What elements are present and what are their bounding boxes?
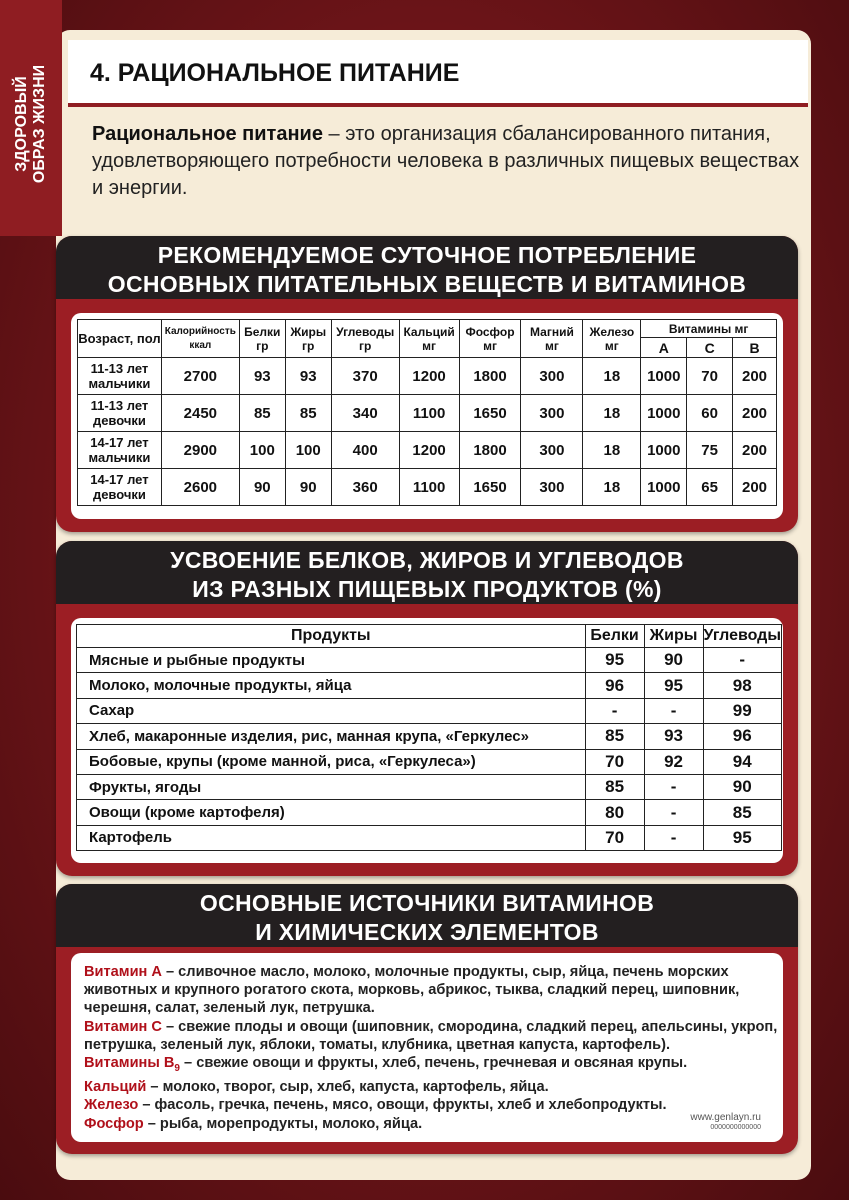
- vitamin-source-text: – сливочное масло, молоко, молочные продукты, сыр, яйца, печень морских животных и крупного рогатого скота, морковь, абрикос, тыква, сладкий перец, шиповник, черешня, салат, зеленый лук, петрушка.: [84, 964, 740, 1017]
- intake-value-cell: 200: [733, 358, 777, 395]
- vitamin-source-item: [84, 1054, 784, 1078]
- intake-value-cell: 2700: [161, 358, 239, 395]
- intro-paragraph: [92, 121, 812, 202]
- th-fat: Жиры гр: [285, 320, 331, 358]
- absorption-value-cell: -: [644, 800, 703, 825]
- absorption-value-cell: 96: [703, 724, 782, 749]
- vitamin-sources-list: [84, 963, 784, 1133]
- intake-value-cell: 1000: [641, 469, 687, 506]
- absorption-value-cell: 80: [585, 800, 644, 825]
- intake-value-cell: 300: [521, 469, 583, 506]
- intake-table: [77, 319, 777, 506]
- absorption-value-cell: -: [703, 648, 782, 673]
- absorption-value-cell: 90: [644, 648, 703, 673]
- absorption-row: [77, 648, 782, 673]
- absorption-product-cell: Сахар: [77, 698, 586, 723]
- intake-value-cell: 1000: [641, 358, 687, 395]
- absorption-row: [77, 698, 782, 723]
- section1-title-line1: РЕКОМЕНДУЕМОЕ СУТОЧНОЕ ПОТРЕБЛЕНИЕ: [157, 242, 697, 268]
- intake-value-cell: 75: [687, 432, 733, 469]
- intake-value-cell: 18: [583, 395, 641, 432]
- th-vit-b: B: [733, 338, 777, 358]
- absorption-product-cell: Картофель: [77, 825, 586, 850]
- th-iron: Железо мг: [583, 320, 641, 358]
- intake-value-cell: 340: [331, 395, 399, 432]
- absorption-row: [77, 800, 782, 825]
- section-nutrient-intake: [56, 236, 798, 532]
- intake-value-cell: 200: [733, 395, 777, 432]
- section3-title-line1: ОСНОВНЫЕ ИСТОЧНИКИ ВИТАМИНОВ: [199, 890, 655, 916]
- absorption-row: [77, 673, 782, 698]
- th-product: Продукты: [77, 625, 586, 648]
- intake-value-cell: 93: [239, 358, 285, 395]
- intake-value-cell: 2600: [161, 469, 239, 506]
- intake-value-cell: 1650: [459, 469, 521, 506]
- absorption-value-cell: 92: [644, 749, 703, 774]
- absorption-product-cell: Бобовые, крупы (кроме манной, риса, «Геркулеса»): [77, 749, 586, 774]
- absorption-product-cell: Молоко, молочные продукты, яйца: [77, 673, 586, 698]
- intake-value-cell: 1800: [459, 358, 521, 395]
- intake-age-cell: 14-17 лет мальчики: [78, 432, 162, 469]
- intake-value-cell: 1100: [399, 469, 459, 506]
- intake-value-cell: 300: [521, 432, 583, 469]
- intake-value-cell: 360: [331, 469, 399, 506]
- absorption-value-cell: -: [644, 698, 703, 723]
- intake-value-cell: 200: [733, 469, 777, 506]
- absorption-product-cell: Мясные и рыбные продукты: [77, 648, 586, 673]
- intake-value-cell: 18: [583, 469, 641, 506]
- vitamin-source-text: – молоко, творог, сыр, хлеб, капуста, картофель, яйца.: [146, 1079, 549, 1096]
- intake-age-cell: 11-13 лет мальчики: [78, 358, 162, 395]
- intake-value-cell: 100: [285, 432, 331, 469]
- side-tab-line2: ОБРАЗ ЖИЗНИ: [31, 64, 48, 184]
- intake-value-cell: 1800: [459, 432, 521, 469]
- absorption-product-cell: Овощи (кроме картофеля): [77, 800, 586, 825]
- intake-value-cell: 18: [583, 358, 641, 395]
- intake-value-cell: 300: [521, 358, 583, 395]
- section2-title-line2: ИЗ РАЗНЫХ ПИЩЕВЫХ ПРОДУКТОВ (%): [192, 576, 662, 602]
- absorption-row: [77, 749, 782, 774]
- absorption-value-cell: 95: [585, 648, 644, 673]
- brand-url: www.genlayn.ru: [690, 1112, 761, 1123]
- vitamin-source-text: – рыба, морепродукты, молоко, яйца.: [143, 1115, 423, 1132]
- th-abs-fat: Жиры: [644, 625, 703, 648]
- vitamin-source-key: Витамин А: [84, 964, 162, 980]
- absorption-value-cell: 70: [585, 825, 644, 850]
- absorption-value-cell: 93: [644, 724, 703, 749]
- intake-value-cell: 1000: [641, 432, 687, 469]
- intake-value-cell: 85: [239, 395, 285, 432]
- intake-value-cell: 300: [521, 395, 583, 432]
- side-tab-line1: ЗДОРОВЫЙ: [13, 76, 30, 172]
- intake-value-cell: 85: [285, 395, 331, 432]
- intake-value-cell: 1200: [399, 432, 459, 469]
- absorption-value-cell: 98: [703, 673, 782, 698]
- intake-row: [78, 395, 777, 432]
- absorption-value-cell: 85: [585, 774, 644, 799]
- side-tab-text: [13, 65, 49, 183]
- absorption-value-cell: 90: [703, 774, 782, 799]
- absorption-value-cell: 96: [585, 673, 644, 698]
- vitamin-source-item: [84, 1078, 784, 1096]
- intake-value-cell: 400: [331, 432, 399, 469]
- th-abs-protein: Белки: [585, 625, 644, 648]
- section3-title-line2: И ХИМИЧЕСКИХ ЭЛЕМЕНТОВ: [255, 919, 599, 945]
- intake-value-cell: 1000: [641, 395, 687, 432]
- vitamin-source-subscript: 9: [174, 1062, 180, 1074]
- intake-value-cell: 18: [583, 432, 641, 469]
- absorption-value-cell: 70: [585, 749, 644, 774]
- th-magnesium: Магний мг: [521, 320, 583, 358]
- brand-code: 0000000000000: [710, 1124, 761, 1131]
- intake-value-cell: 93: [285, 358, 331, 395]
- intake-value-cell: 60: [687, 395, 733, 432]
- vitamin-source-item: [84, 1096, 784, 1114]
- vitamin-source-item: [84, 1112, 784, 1133]
- title-bar: [68, 40, 808, 103]
- intro-term: Рациональное питание: [92, 123, 323, 145]
- th-phosphorus: Фосфор мг: [459, 320, 521, 358]
- intake-value-cell: 2450: [161, 395, 239, 432]
- section1-header: [56, 236, 798, 299]
- absorption-value-cell: 99: [703, 698, 782, 723]
- section3-header: [56, 884, 798, 947]
- vitamin-source-key: Железо: [84, 1097, 139, 1114]
- vitamin-source-text: – фасоль, гречка, печень, мясо, овощи, фрукты, хлеб и хлебопродукты.: [138, 1097, 667, 1114]
- intake-value-cell: 1100: [399, 395, 459, 432]
- section2-title-line1: УСВОЕНИЕ БЕЛКОВ, ЖИРОВ И УГЛЕВОДОВ: [170, 547, 684, 573]
- absorption-table: [76, 624, 782, 851]
- section2-header: [56, 541, 798, 604]
- absorption-value-cell: 85: [585, 724, 644, 749]
- th-vit-c: C: [687, 338, 733, 358]
- th-vitamins: Витамины мг: [641, 320, 777, 338]
- absorption-value-cell: 85: [703, 800, 782, 825]
- section-vitamin-sources: [56, 884, 798, 1154]
- section2-body: [71, 618, 783, 863]
- section3-body: [71, 953, 783, 1142]
- th-calories: Калорийность ккал: [161, 320, 239, 358]
- th-vit-a: A: [641, 338, 687, 358]
- intake-value-cell: 370: [331, 358, 399, 395]
- absorption-value-cell: 94: [703, 749, 782, 774]
- intake-value-cell: 1650: [459, 395, 521, 432]
- intake-value-cell: 100: [239, 432, 285, 469]
- th-calcium: Кальций мг: [399, 320, 459, 358]
- vitamin-source-text: – свежие плоды и овощи (шиповник, смородина, сладкий перец, апельсины, укроп, петрушка, зеленый лук, яблоки, томаты, клубника, цветная капуста, картофель).: [84, 1018, 778, 1053]
- intake-value-cell: 1200: [399, 358, 459, 395]
- intro-text: – это организация сбалансированного питания, удовлетворяющего потребности человека в различных пищевых веществах и энергии.: [92, 123, 800, 199]
- side-tab: [0, 0, 62, 236]
- intake-value-cell: 70: [687, 358, 733, 395]
- absorption-row: [77, 724, 782, 749]
- absorption-product-cell: Фрукты, ягоды: [77, 774, 586, 799]
- intake-age-cell: 14-17 лет девочки: [78, 469, 162, 506]
- intake-row: [78, 358, 777, 395]
- intake-value-cell: 2900: [161, 432, 239, 469]
- th-age: Возраст, пол: [78, 320, 162, 358]
- intake-value-cell: 200: [733, 432, 777, 469]
- absorption-value-cell: -: [644, 825, 703, 850]
- absorption-value-cell: 95: [703, 825, 782, 850]
- brand-mark: [690, 1113, 761, 1133]
- absorption-row: [77, 825, 782, 850]
- vitamin-source-key: Кальций: [84, 1079, 147, 1096]
- intake-value-cell: 65: [687, 469, 733, 506]
- vitamin-source-key: Витамины В: [84, 1055, 175, 1072]
- intake-value-cell: 90: [239, 469, 285, 506]
- th-carbs: Углеводы гр: [331, 320, 399, 358]
- absorption-product-cell: Хлеб, макаронные изделия, рис, манная крупа, «Геркулес»: [77, 724, 586, 749]
- absorption-value-cell: -: [644, 774, 703, 799]
- section-absorption: [56, 541, 798, 876]
- intake-age-cell: 11-13 лет девочки: [78, 395, 162, 432]
- th-protein: Белки гр: [239, 320, 285, 358]
- intake-row: [78, 432, 777, 469]
- absorption-value-cell: 95: [644, 673, 703, 698]
- th-abs-carbs: Углеводы: [703, 625, 782, 648]
- vitamin-source-text: – свежие овощи и фрукты, хлеб, печень, гречневая и овсяная крупы.: [179, 1055, 688, 1072]
- vitamin-source-item: [84, 963, 784, 1018]
- intake-row: [78, 469, 777, 506]
- page-title: 4. РАЦИОНАЛЬНОЕ ПИТАНИЕ: [90, 59, 460, 87]
- vitamin-source-key: Витамин С: [84, 1018, 162, 1035]
- absorption-value-cell: -: [585, 698, 644, 723]
- absorption-row: [77, 774, 782, 799]
- vitamin-source-item: [84, 1018, 784, 1054]
- section1-title-line2: ОСНОВНЫХ ПИТАТЕЛЬНЫХ ВЕЩЕСТВ И ВИТАМИНОВ: [107, 271, 747, 297]
- section1-body: [71, 313, 783, 519]
- intake-value-cell: 90: [285, 469, 331, 506]
- vitamin-source-key: Фосфор: [84, 1115, 144, 1132]
